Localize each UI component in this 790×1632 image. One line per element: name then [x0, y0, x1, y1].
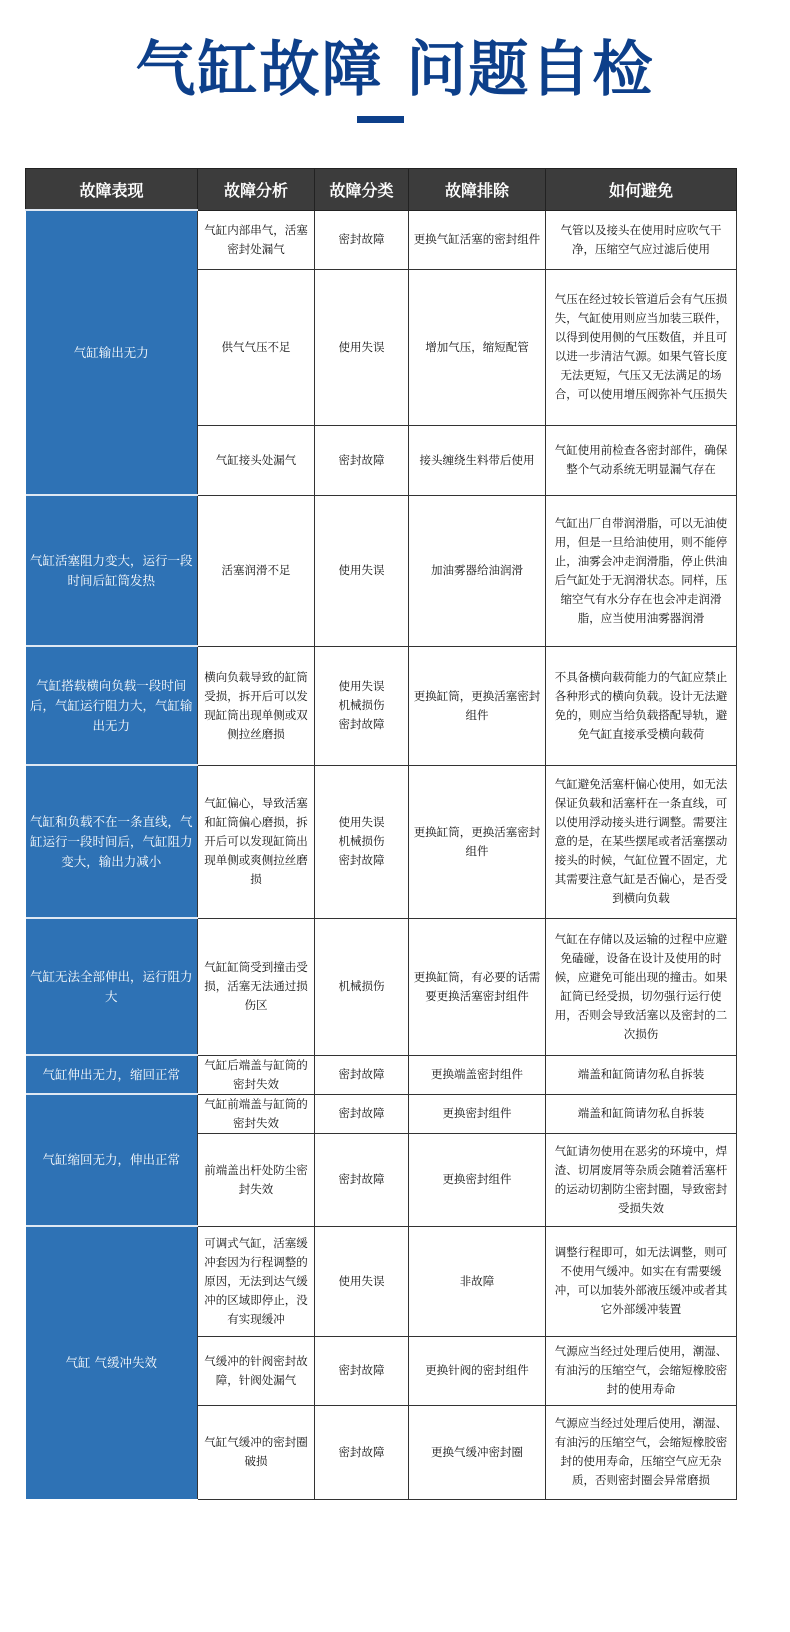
prevention-cell: 气缸出厂自带润滑脂，可以无油使用，但是一旦给油使用，则不能停止，油雾会冲走润滑脂，停止供油后气缸处于无润滑状态。同样，压缩空气有水分存在也会冲走润滑脂，应当使用油雾器润滑 — [546, 495, 737, 646]
fix-cell: 更换针阀的密封组件 — [409, 1336, 546, 1405]
header-symptom: 故障表现 — [26, 169, 198, 211]
analysis-cell: 气缸气缓冲的密封圈破损 — [198, 1405, 315, 1499]
header-fix: 故障排除 — [409, 169, 546, 211]
fix-cell: 更换气缓冲密封圈 — [409, 1405, 546, 1499]
prevention-cell: 端盖和缸筒请勿私自拆装 — [546, 1094, 737, 1133]
table-row — [26, 1226, 737, 1336]
category-cell: 使用失误 — [315, 1226, 409, 1336]
analysis-cell: 气缸接头处漏气 — [198, 425, 315, 495]
analysis-cell: 可调式气缸，活塞缓冲套因为行程调整的原因，无法到达气缓冲的区域即停止，没有实现缓冲 — [198, 1226, 315, 1336]
category-line: 使用失误 — [338, 679, 385, 693]
category-cell: 密封故障 — [315, 1094, 409, 1133]
fix-cell: 更换气缸活塞的密封组件 — [409, 210, 546, 269]
analysis-cell: 气缸内部串气，活塞密封处漏气 — [198, 210, 315, 269]
category-cell: 使用失误 — [315, 495, 409, 646]
header-prevention: 如何避免 — [546, 169, 737, 211]
fix-cell: 接头缠绕生料带后使用 — [409, 425, 546, 495]
symptom-cell: 气缸 气缓冲失效 — [26, 1226, 198, 1499]
prevention-cell: 气管以及接头在使用时应吹气干净，压缩空气应过滤后使用 — [546, 210, 737, 269]
table-row — [26, 1094, 737, 1133]
category-cell: 密封故障 — [315, 1133, 409, 1226]
category-cell: 密封故障 — [315, 1405, 409, 1499]
category-cell — [315, 765, 409, 918]
category-cell: 密封故障 — [315, 425, 409, 495]
fix-cell: 更换缸筒，更换活塞密封组件 — [409, 646, 546, 765]
category-line: 机械损伤 — [338, 698, 385, 712]
table-row — [26, 1055, 737, 1094]
category-line: 使用失误 — [338, 815, 385, 829]
symptom-cell: 气缸缩回无力，伸出正常 — [26, 1094, 198, 1226]
fix-cell: 非故障 — [409, 1226, 546, 1336]
fix-cell: 更换密封组件 — [409, 1133, 546, 1226]
category-cell: 密封故障 — [315, 1336, 409, 1405]
analysis-cell: 气缓冲的针阀密封故障，针阀处漏气 — [198, 1336, 315, 1405]
header-category: 故障分类 — [315, 169, 409, 211]
category-cell: 使用失误 — [315, 269, 409, 425]
prevention-cell: 气源应当经过处理后使用，潮湿、有油污的压缩空气，会缩短橡胶密封的使用寿命 — [546, 1336, 737, 1405]
analysis-cell: 气缸后端盖与缸筒的密封失效 — [198, 1055, 315, 1094]
title-underline — [357, 116, 404, 123]
category-cell — [315, 646, 409, 765]
prevention-cell: 气压在经过较长管道后会有气压损失，气缸使用则应当加装三联件，以得到使用侧的气压数值，并且可以进一步清洁气源。如果气管长度无法更短，气压又无法满足的场合，可以使用增压阀弥补气压损失 — [546, 269, 737, 425]
symptom-cell: 气缸伸出无力，缩回正常 — [26, 1055, 198, 1094]
fix-cell: 加油雾器给油润滑 — [409, 495, 546, 646]
prevention-cell: 气缸使用前检查各密封部件，确保整个气动系统无明显漏气存在 — [546, 425, 737, 495]
symptom-cell: 气缸无法全部伸出，运行阻力大 — [26, 918, 198, 1055]
fault-table — [25, 168, 737, 1500]
analysis-cell: 前端盖出杆处防尘密封失效 — [198, 1133, 315, 1226]
analysis-cell: 横向负载导致的缸筒受损，拆开后可以发现缸筒出现单侧或双侧拉丝磨损 — [198, 646, 315, 765]
fix-cell: 更换密封组件 — [409, 1094, 546, 1133]
table-row — [26, 646, 737, 765]
category-line: 密封故障 — [338, 853, 385, 867]
prevention-cell: 气缸请勿使用在恶劣的环境中，焊渣、切屑废屑等杂质会随着活塞杆的运动切割防尘密封圈，导致密封受损失效 — [546, 1133, 737, 1226]
table-row — [26, 210, 737, 269]
prevention-cell: 气缸避免活塞杆偏心使用，如无法保证负载和活塞杆在一条直线，可以使用浮动接头进行调整。需要注意的是，在某些摆尾或者活塞摆动接头的时候，气缸位置不固定，尤其需要注意气缸是否偏心，是否受到横向负载 — [546, 765, 737, 918]
fix-cell: 更换缸筒，更换活塞密封组件 — [409, 765, 546, 918]
category-line: 密封故障 — [338, 717, 385, 731]
prevention-cell: 气缸在存储以及运输的过程中应避免磕碰，设备在设计及使用的时候，应避免可能出现的撞击。如果缸筒已经受损，切勿强行运行使用，否则会导致活塞以及密封的二次损伤 — [546, 918, 737, 1055]
fix-cell: 增加气压，缩短配管 — [409, 269, 546, 425]
category-cell: 密封故障 — [315, 210, 409, 269]
analysis-cell: 活塞润滑不足 — [198, 495, 315, 646]
symptom-cell: 气缸输出无力 — [26, 210, 198, 495]
header-analysis: 故障分析 — [198, 169, 315, 211]
symptom-cell: 气缸活塞阻力变大，运行一段时间后缸筒发热 — [26, 495, 198, 646]
fix-cell: 更换缸筒，有必要的话需要更换活塞密封组件 — [409, 918, 546, 1055]
table-row — [26, 495, 737, 646]
prevention-cell: 调整行程即可，如无法调整，则可不使用气缓冲。如实在有需要缓冲，可以加装外部液压缓冲或者其它外部缓冲装置 — [546, 1226, 737, 1336]
table-row — [26, 765, 737, 918]
category-cell: 密封故障 — [315, 1055, 409, 1094]
prevention-cell: 端盖和缸筒请勿私自拆装 — [546, 1055, 737, 1094]
symptom-cell: 气缸搭载横向负载一段时间后，气缸运行阻力大，气缸输出无力 — [26, 646, 198, 765]
analysis-cell: 气缸偏心，导致活塞和缸筒偏心磨损，拆开后可以发现缸筒出现单侧或爽侧拉丝磨损 — [198, 765, 315, 918]
table-row — [26, 918, 737, 1055]
table-header-row — [26, 169, 737, 211]
analysis-cell: 气缸前端盖与缸筒的密封失效 — [198, 1094, 315, 1133]
analysis-cell: 供气气压不足 — [198, 269, 315, 425]
analysis-cell: 气缸缸筒受到撞击受损，活塞无法通过损伤区 — [198, 918, 315, 1055]
page-title: 气缸故障 问题自检 — [135, 35, 655, 105]
category-line: 机械损伤 — [338, 834, 385, 848]
fix-cell: 更换端盖密封组件 — [409, 1055, 546, 1094]
prevention-cell: 气源应当经过处理后使用，潮湿、有油污的压缩空气，会缩短橡胶密封的使用寿命，压缩空气应无杂质，否则密封圈会异常磨损 — [546, 1405, 737, 1499]
category-cell: 机械损伤 — [315, 918, 409, 1055]
prevention-cell: 不具备横向载荷能力的气缸应禁止各种形式的横向负载。设计无法避免的，则应当给负载搭配导轨，避免气缸直接承受横向载荷 — [546, 646, 737, 765]
symptom-cell: 气缸和负载不在一条直线，气缸运行一段时间后，气缸阻力变大，输出力减小 — [26, 765, 198, 918]
